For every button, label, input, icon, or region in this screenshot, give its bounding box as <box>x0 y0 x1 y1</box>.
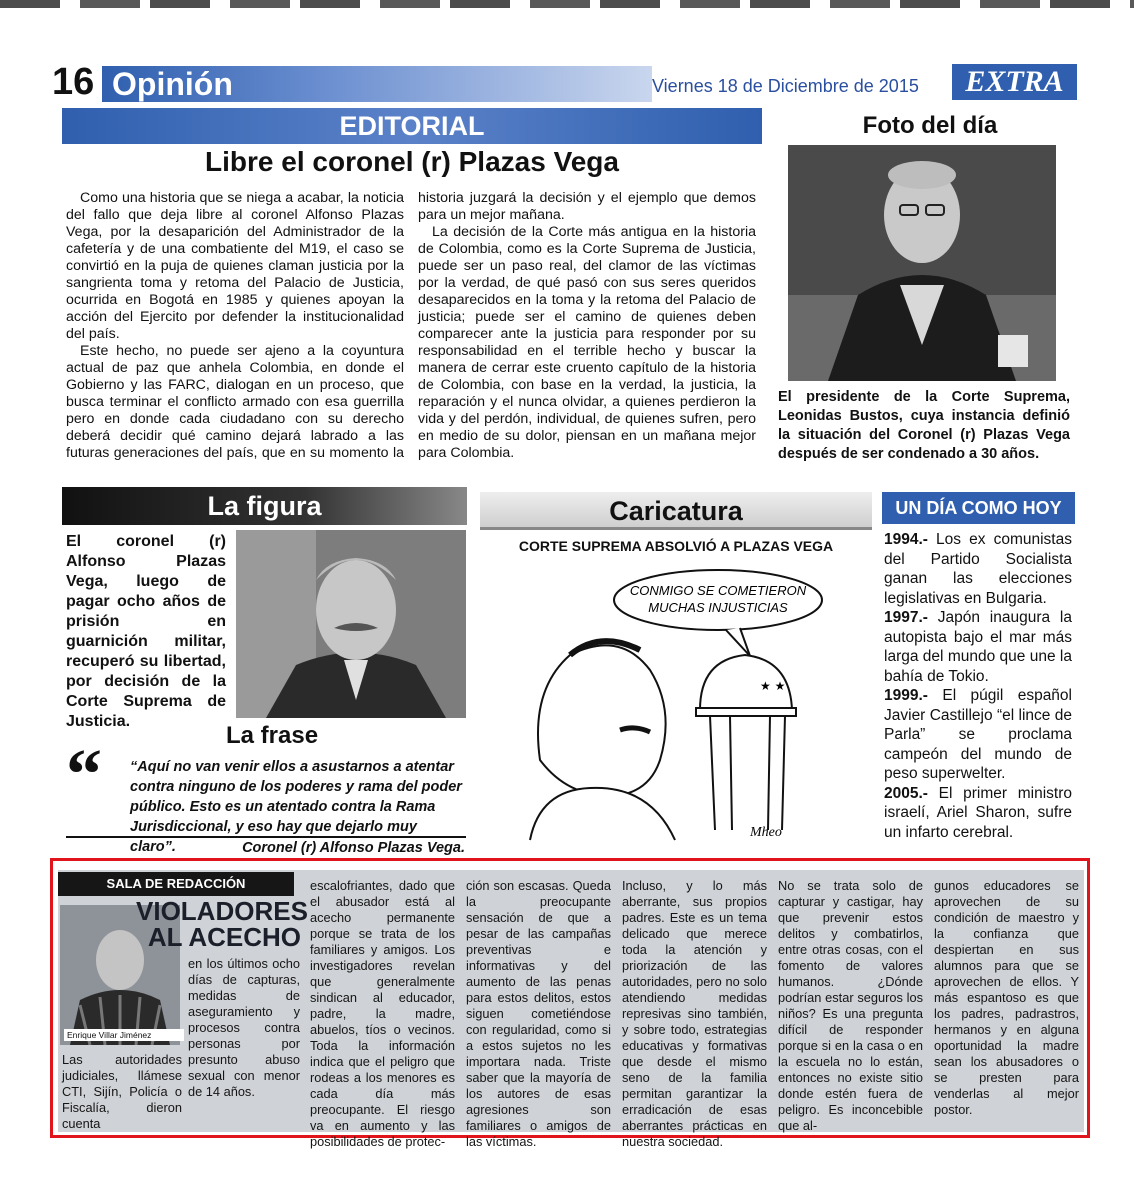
un-dia-como-hoy-list <box>884 530 1072 842</box>
editorial-body <box>66 190 756 468</box>
column-headline-line1: VIOLADORES <box>136 896 308 926</box>
list-item-year: 1997.- <box>884 609 928 626</box>
list-item-text: El púgil español Javier Castillejo “el lince de Parla” se proclama campeón del mundo de peso superwelter. <box>884 687 1072 782</box>
page-number: 16 <box>52 61 95 103</box>
column-text: escalofriantes, dado que el abusador está al acecho permanente porque se trata de los familiares y amigos. Los investigadores revelan que generalmente sindican al educador, padre, la madre, abuelos, tíos o vecinos. Toda la información indica que el peligro que rodeas a los menores es cada día más preocupante. El riesgo va en aumento y las posibilidades de protec- <box>310 878 455 1149</box>
list-item-year: 2005.- <box>884 784 928 802</box>
la-frase-quote: “Aquí no van venir ellos a asustarnos a atentar contra ninguno de los poderes y rama del poder público. Esto es un atentado contra la Rama Jurisdiccional, y eso hay que dejarlo muy claro”. <box>130 759 462 855</box>
editorial-banner: EDITORIAL <box>62 108 762 144</box>
photo-of-day-heading: Foto del día <box>862 112 998 139</box>
photo-of-day-caption: El presidente de la Corte Suprema, Leonidas Bustos, cuya instancia definió la situación del Coronel (r) Plazas Vega después de ser condenado a 30 años. <box>778 389 1070 462</box>
page-header <box>52 62 1077 102</box>
list-item <box>884 608 1072 686</box>
la-figura-text: El coronel (r) Alfonso Plazas Vega, luego de pagar ocho años de prisión en guarnición militar, recuperó su libertad, por decisión de la Corte Suprema de Justicia. <box>66 533 226 730</box>
editorial-paragraph: Como una historia que se niega a acabar, la noticia del fallo que deja libre al coronel Alfonso Plazas Vega, por la desaparición del Administrador de la cafetería y de una combatiente del M19, el caso se convirtió en la puja de quienes claman justicia por la sangrienta toma y retoma del Palacio de Justicia, ocurrida en Bogotá en 1985 y quienes apoyan la acción del Ejercito por defender la institucionalidad del país. <box>66 190 404 342</box>
section-title: Opinión <box>102 66 652 102</box>
cartoon-illustration <box>500 560 850 845</box>
column-text: ción son escasas. Queda la preocupante sensación de que a pesar de las campañas preventivas e informativas y del aumento de las penas para estos delitos, estos siguen cometiéndose con regularidad, como si a estos sujetos no les importara nada. Triste saber que la mayoría de los autores de esas agresiones son familiares o amigos de las víctimas. <box>466 878 611 1149</box>
la-frase-author: Coronel (r) Alfonso Plazas Vega. <box>242 840 465 856</box>
la-frase-heading: La frase <box>226 722 319 749</box>
column-text: Las autoridades judiciales, llámese CTI, Sijín, Policía o Fiscalía, dieron cuenta <box>62 1052 182 1131</box>
list-item-text: Los ex comunistas del Partido Socialista ganan las elecciones legislativas en Bulgaria. <box>884 531 1072 607</box>
editorial-headline: Libre el coronel (r) Plazas Vega <box>205 146 619 177</box>
column-text: Incluso, y lo más aberrante, sus propios padres. Este es un tema delicado que merece toda la atención y priorización de las autoridades, pero no solo atendiendo medidas represivas sino también, y sobre todo, estrategias educativas y formativas que desde el mismo seno de la familia permitan garantizar la erradicación de esas aberrantes prácticas en nuestra sociedad. <box>622 878 767 1149</box>
list-item-year: 1994.- <box>884 531 928 548</box>
photo-of-day-image <box>788 145 1056 381</box>
editorial-paragraph: Este hecho, no puede ser ajeno a la coyuntura actual de paz que anhela Colombia, en donde el Gobierno y las FARC, dialogan en un proceso, que busca terminar el conflicto armado con esa guerrilla pero en donde cada ciudadano con su derecho deberá decidir qué camino dejará labrado a las futuras generaciones del país, que en su momento la historia juzgará la decisión y el ejemplo que demos para un mejor mañana. <box>66 190 756 461</box>
column-text: gunos educadores se aprovechen de su condición de maestro y la confianza que despiertan en sus alumnos para que se aprovechen de ellos. Y más espantoso es que los padres, padrastros, hermanos y en alguna oportunidad la madre sean los abusadores o se presten para venderlas al mejor postor. <box>934 878 1079 1117</box>
quote-mark-icon: “ <box>66 734 102 814</box>
list-item <box>884 686 1072 784</box>
caricatura-heading: Caricatura <box>480 492 872 530</box>
divider <box>66 836 466 838</box>
list-item <box>884 784 1072 843</box>
list-item-text: El primer ministro israelí, Ariel Sharon, sufre un infarto cerebral. <box>884 784 1072 841</box>
list-item <box>884 530 1072 608</box>
cartoonist-signature: Mheo <box>750 825 782 840</box>
la-figura-heading: La figura <box>62 487 467 525</box>
columnist-name: Enrique Villar Jiménez <box>64 1029 184 1041</box>
caricatura-subtitle: CORTE SUPREMA ABSOLVIÓ A PLAZAS VEGA <box>518 538 834 554</box>
un-dia-como-hoy-heading: UN DÍA COMO HOY <box>882 492 1075 524</box>
la-figura-photo <box>236 530 466 718</box>
page-top-edge <box>0 0 1134 8</box>
balloon-text-line2: MUCHAS INJUSTICIAS <box>648 600 788 615</box>
star-icon: ★ ★ <box>760 679 786 693</box>
column-text: No se trata solo de capturar y castigar, hay que prevenir estos delitos y combatirlos, entre otras cosas, con el fomento de valores humanos. ¿Dónde podrían estar seguros los niños? Es una pregunta difícil de responder porque si en la casa o en la escuela no lo están, entonces no existe sitio donde estén fuera de peligro. Es inconcebible que al- <box>778 878 923 1133</box>
issue-date: Viernes 18 de Diciembre de 2015 <box>652 76 919 96</box>
newspaper-logo: EXTRA <box>952 64 1077 100</box>
list-item-text: Japón inaugura la autopista bajo el mar más larga del mundo que une la bahía de Tokio. <box>884 609 1072 685</box>
balloon-text-line1: CONMIGO SE COMETIERON <box>629 583 807 598</box>
list-item-year: 1999.- <box>884 687 928 704</box>
column-text: en los últimos ocho días de capturas, medidas de aseguramiento y procesos contra personas por presunto abuso sexual con menor de 14 años. <box>188 956 300 1099</box>
column-headline <box>136 896 308 952</box>
sala-de-redaccion-label: SALA DE REDACCIÓN <box>58 872 294 896</box>
editorial-paragraph: La decisión de la Corte más antigua en la historia de Colombia, como es la Corte Suprema de Justicia, puede ser un paso real, del clamor de las víctimas por la verdad, de qué pasó con sus seres queridos desaparecidos en la toma y la retoma del Palacio de justicia; puede ser el camino de quienes deben comparecer ante la justicia para responder por su responsabilidad en el terrible hecho y buscar la manera de cerrar este cruento capítulo de la historia de Colombia, con base en la verdad, la justicia, la reparación y el nunca olvidar, a quienes perdieron la vida y del perdón, individual, de quienes sufren, pero en medio de su dolor, piensan en un mañana mejor para Colombia. <box>418 224 756 461</box>
column-headline-line2: AL ACECHO <box>147 922 301 952</box>
